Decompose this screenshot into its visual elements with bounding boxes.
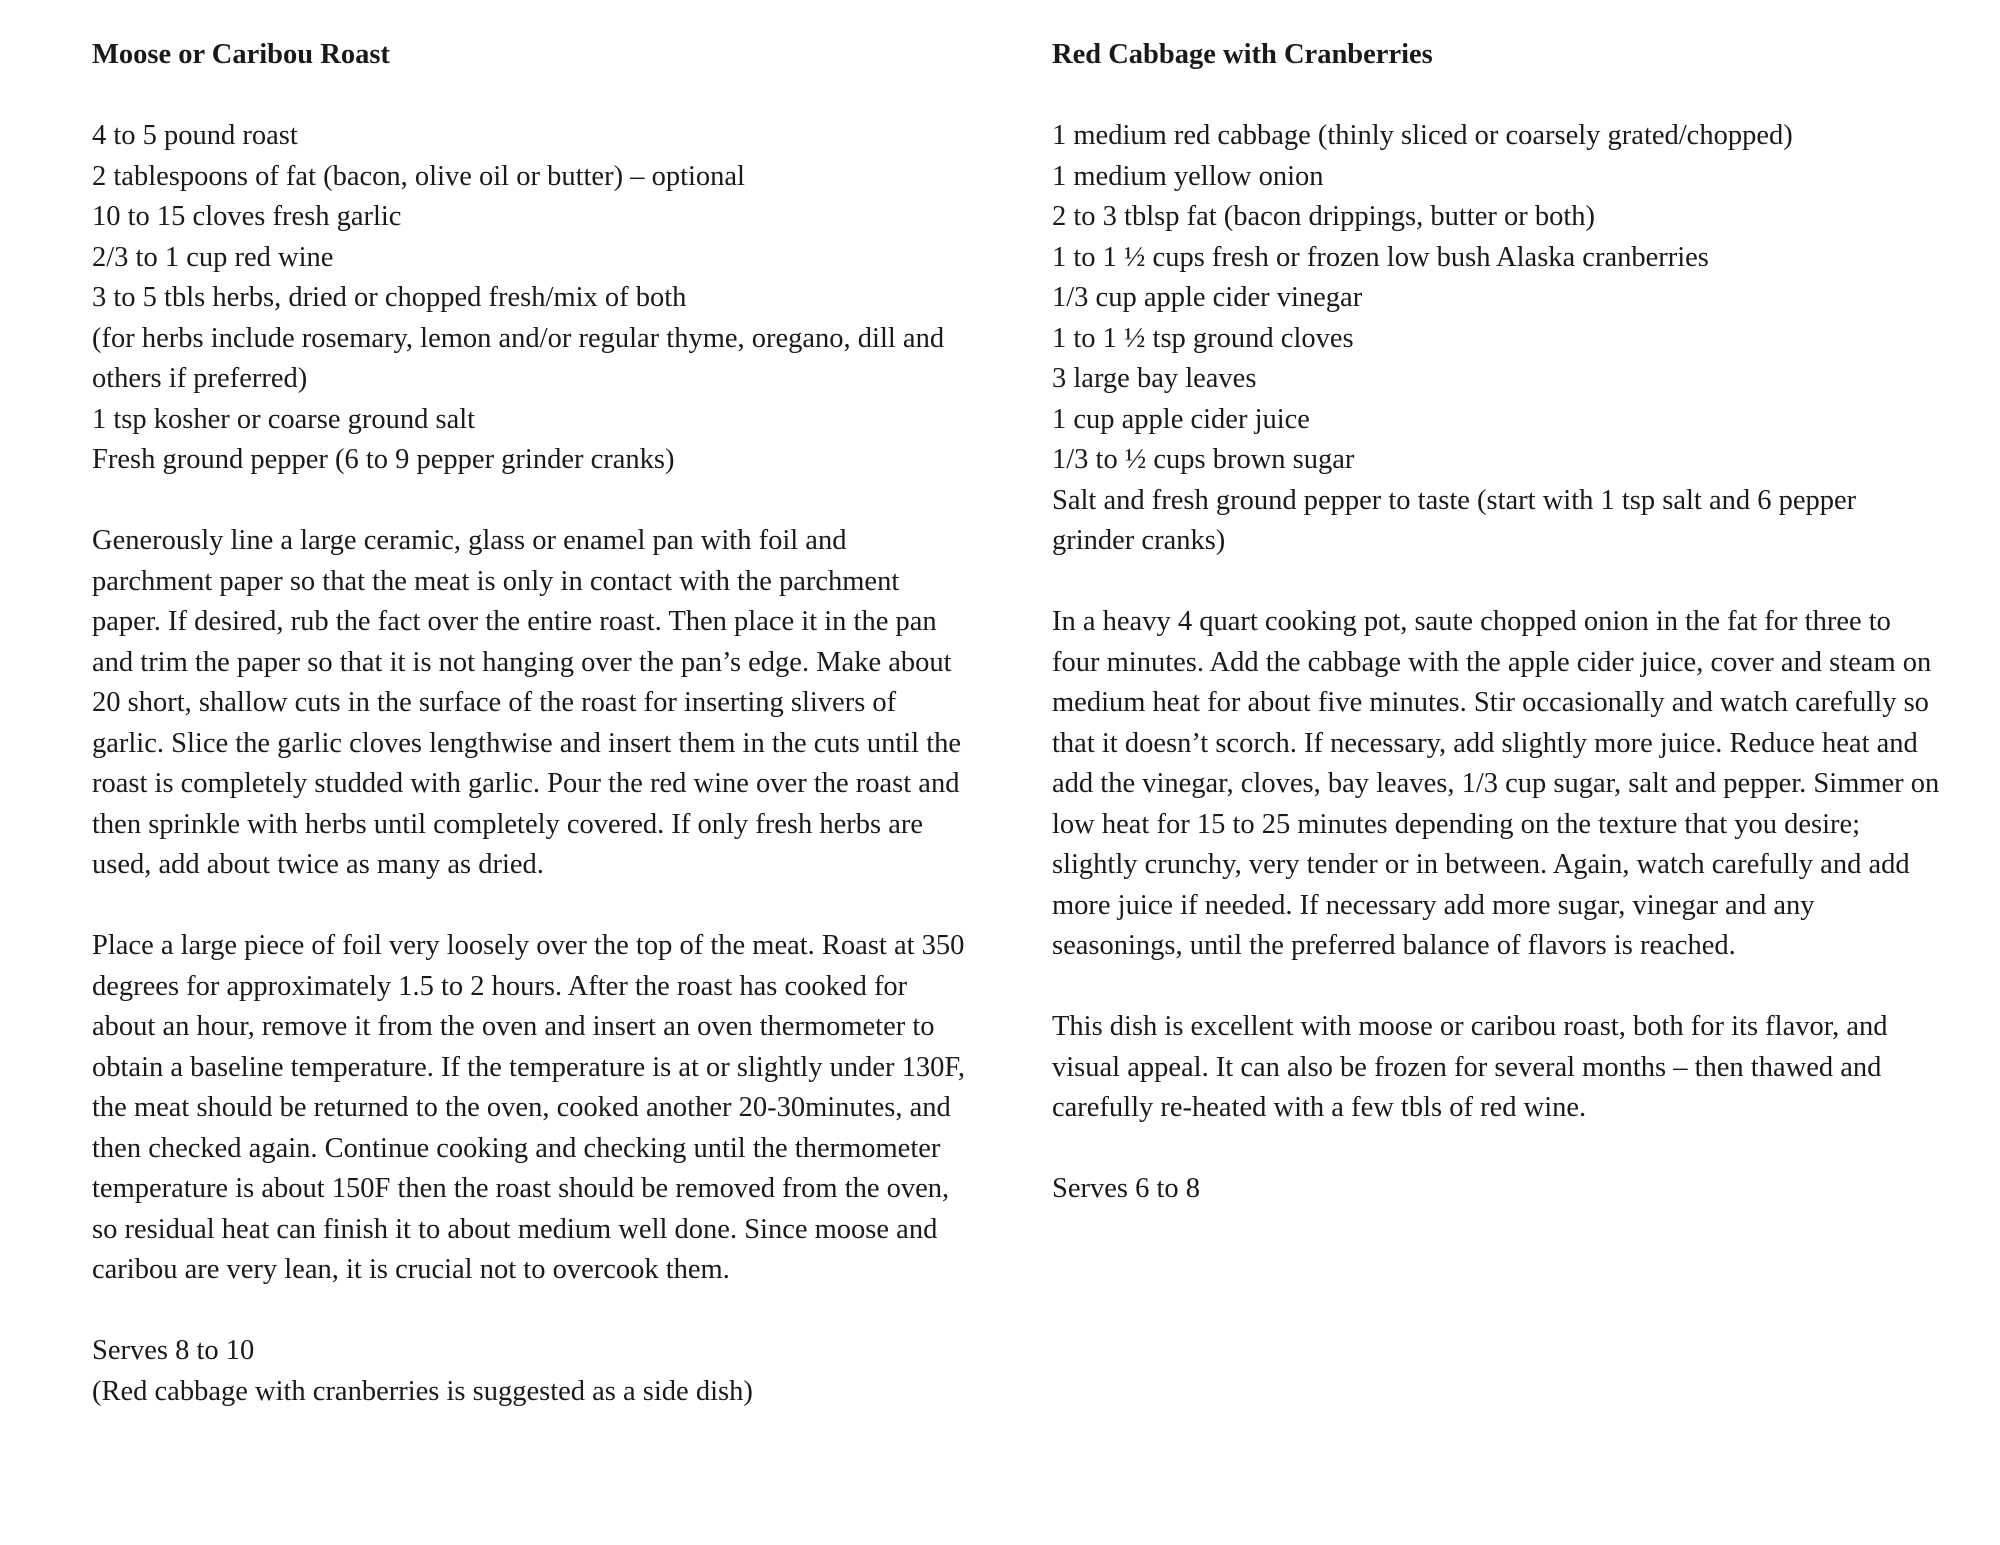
spacer [92,886,972,927]
serves-text: Serves 6 to 8 [1052,1173,1201,1204]
ingredient-item: 1 cup apple cider juice [1052,403,1310,435]
side-dish-note: (Red cabbage with cranberries is suggested as a side dish) [92,1375,753,1407]
ingredient-item: (for herbs include rosemary, lemon and/or regular thyme, oregano, dill and others if preferred) [92,322,945,394]
spacer [1052,76,1942,117]
spacer [1052,562,1942,603]
instruction-paragraph: This dish is excellent with moose or caribou roast, both for its flavor, and visual appeal. It can also be frozen for several months – then thawed and carefully re-heated with a few tbls of red wine. [1052,1011,1888,1123]
spacer [1052,967,1942,1008]
ingredient-item: 2 to 3 tblsp fat (bacon drippings, butter or both) [1052,201,1595,232]
serves-text: Serves 8 to 10 [92,1335,255,1366]
ingredient-item: 1/3 cup apple cider vinegar [1052,282,1363,313]
ingredient-item: 10 to 15 cloves fresh garlic [92,201,402,232]
instruction-paragraph: In a heavy 4 quart cooking pot, saute chopped onion in the fat for three to four minutes. Add the cabbage with the apple cider juice, cover and steam on medium heat for about five minutes. Stir occasionally and watch carefully so that it doesn’t scorch. If necessary, add slightly more juice. Reduce heat and add the vinegar, cloves, bay leaves, 1/3 cup sugar, salt and pepper. Simmer on low heat for 15 to 25 minutes depending on the texture that you desire; slightly crunchy, very tender or in between. Again, watch carefully and add more juice if needed. If necessary add more sugar, vinegar and any seasonings, until the preferred balance of flavors is reached. [1052,606,1940,961]
ingredient-item: 1/3 to ½ cups brown sugar [1052,444,1355,475]
moose-caribou-recipe [92,35,972,1412]
ingredient-item: 3 large bay leaves [1052,363,1257,394]
instruction-paragraph: Generously line a large ceramic, glass or enamel pan with foil and parchment paper so that the meat is only in contact with the parchment paper. If desired, rub the fact over the entire roast. Then place it in the pan and trim the paper so that it is not hanging over the pan’s edge. Make about 20 short, shallow cuts in the surface of the roast for inserting slivers of garlic. Slice the garlic cloves lengthwise and insert them in the cuts until the roast is completely studded with garlic. Pour the red wine over the roast and then sprinkle with herbs until completely covered. If only fresh herbs are used, add about twice as many as dried. [92,525,962,880]
ingredient-item: Salt and fresh ground pepper to taste (start with 1 tsp salt and 6 pepper grinder cranks) [1052,484,1857,556]
ingredient-item: 3 to 5 tbls herbs, dried or chopped fresh/mix of both [92,282,687,313]
spacer [92,76,972,117]
spacer [92,481,972,522]
ingredient-item: 1 tsp kosher or coarse ground salt [92,403,476,435]
ingredient-list [1052,116,1942,562]
ingredient-item: 2 tablespoons of fat (bacon, olive oil or butter) – optional [92,160,745,192]
ingredient-item: 1 to 1 ½ cups fresh or frozen low bush Alaska cranberries [1052,241,1709,273]
ingredient-item: Fresh ground pepper (6 to 9 pepper grinder cranks) [92,444,675,475]
spacer [92,1291,972,1332]
ingredient-item: 1 medium yellow onion [1052,160,1324,192]
recipe-title: Red Cabbage with Cranberries [1052,39,1433,70]
ingredient-item: 2/3 to 1 cup red wine [92,241,334,273]
ingredient-item: 1 medium red cabbage (thinly sliced or coarsely grated/chopped) [1052,120,1793,151]
spacer [1052,1129,1942,1170]
ingredient-item: 4 to 5 pound roast [92,120,298,151]
ingredient-item: 1 to 1 ½ tsp ground cloves [1052,322,1354,354]
ingredient-list [92,116,972,481]
red-cabbage-recipe [1052,35,1942,1210]
recipe-title: Moose or Caribou Roast [92,39,390,70]
instruction-paragraph: Place a large piece of foil very loosely over the top of the meat. Roast at 350 degrees for approximately 1.5 to 2 hours. After the roast has cooked for about an hour, remove it from the oven and insert an oven thermometer to obtain a baseline temperature. If the temperature is at or slightly under 130F, the meat should be returned to the oven, cooked another 20-30minutes, and then checked again. Continue cooking and checking until the thermometer temperature is about 150F then the roast should be removed from the oven, so residual heat can finish it to about medium well done. Since moose and caribou are very lean, it is crucial not to overcook them. [92,930,966,1285]
